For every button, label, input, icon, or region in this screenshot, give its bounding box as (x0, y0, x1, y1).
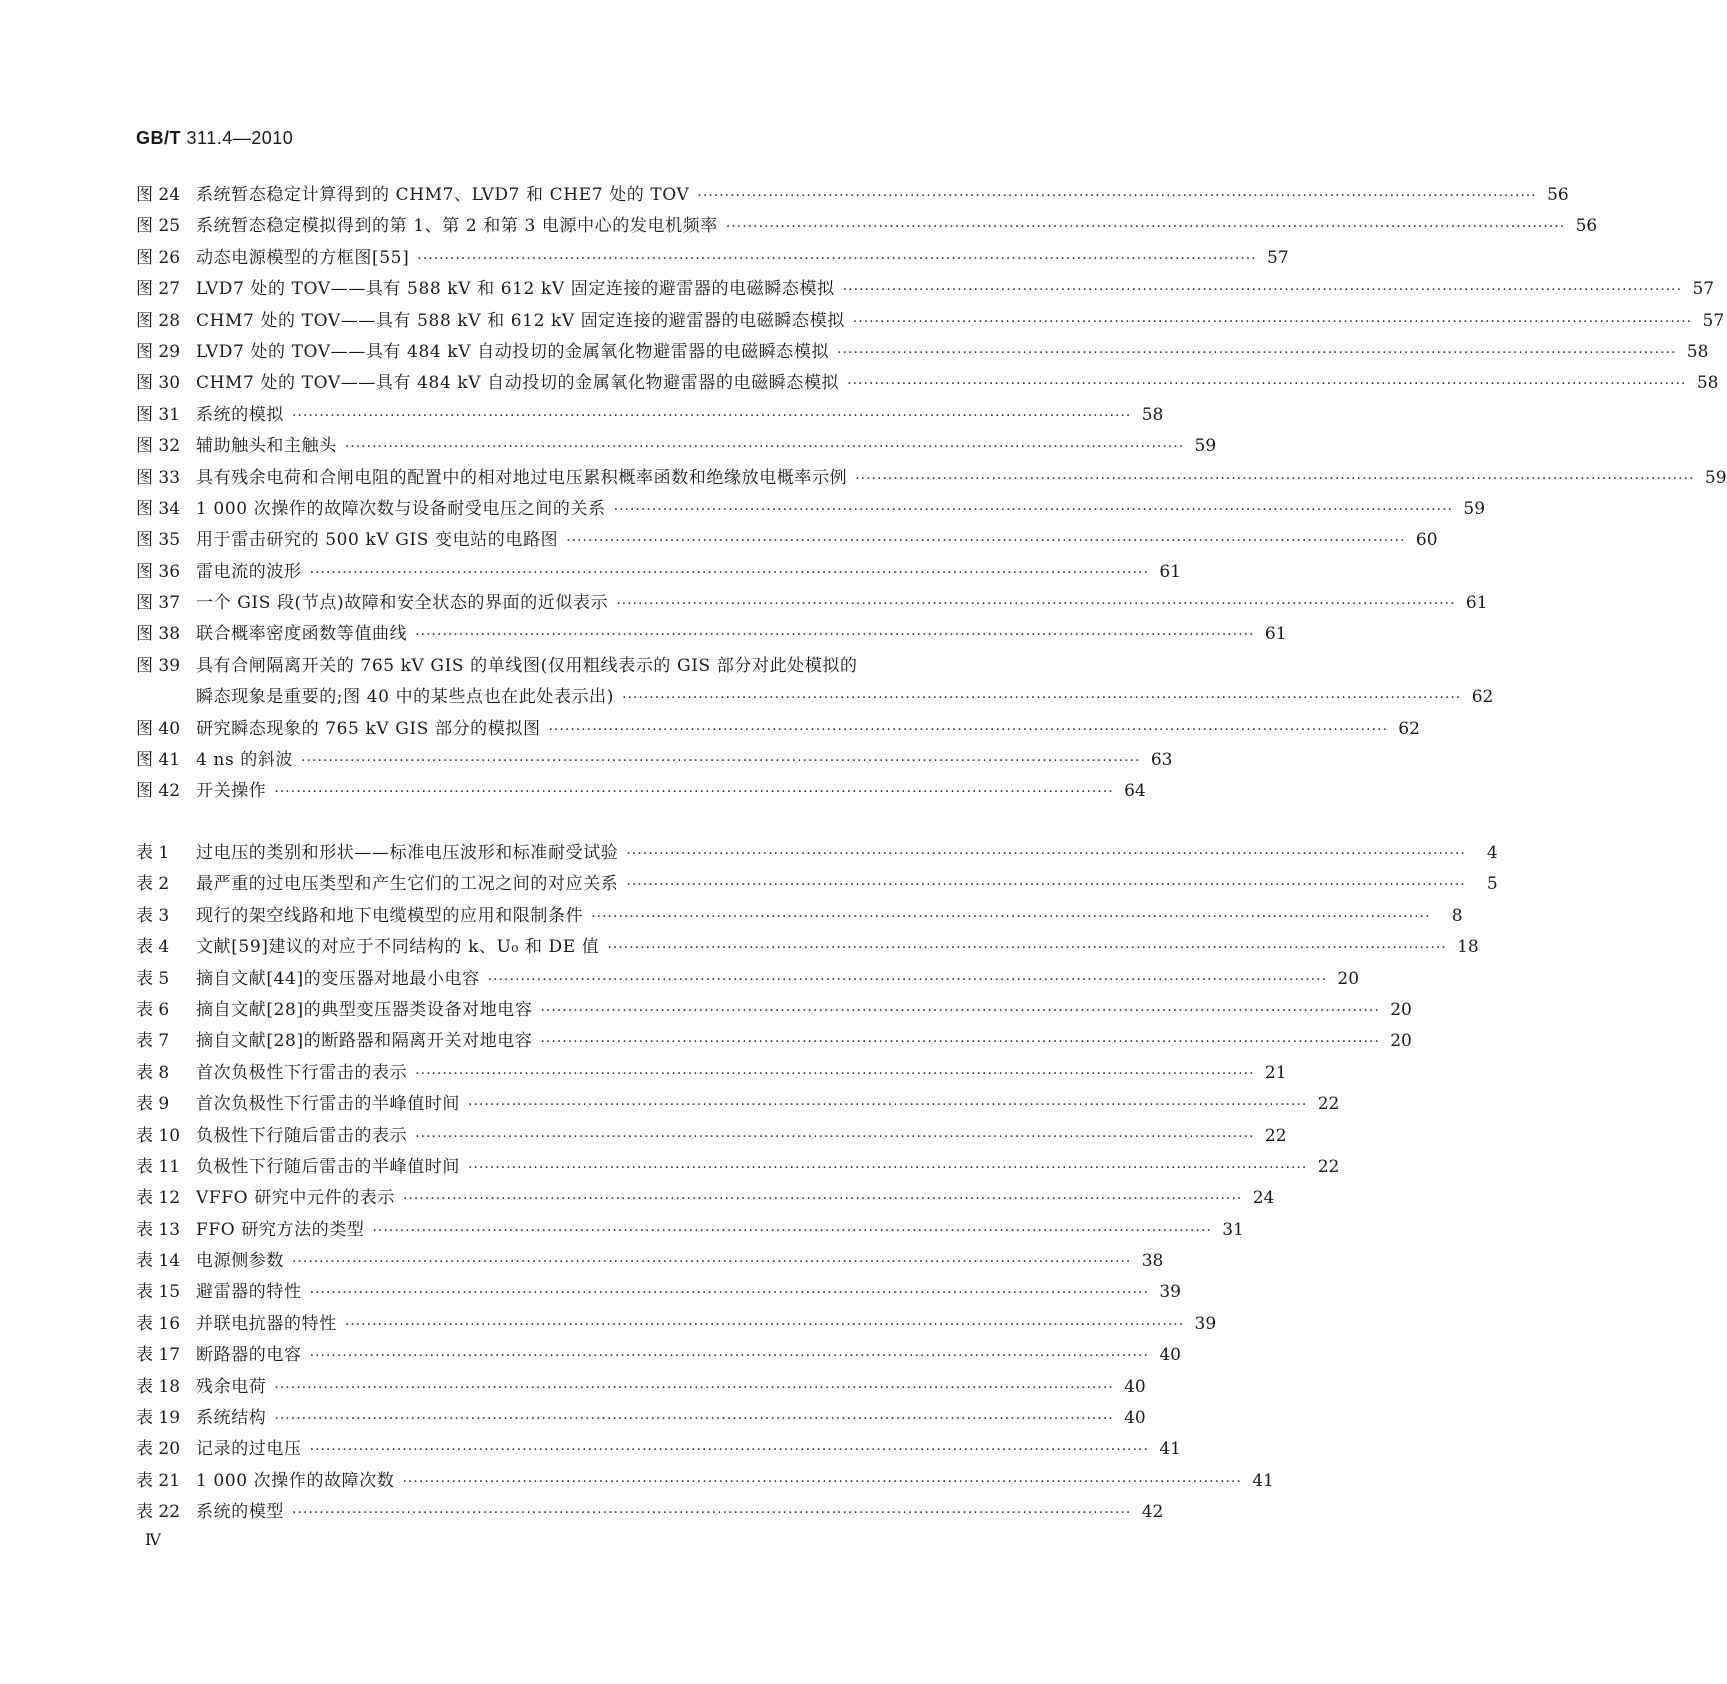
leader-dots (415, 1059, 1254, 1090)
entry-page-number: 58 (1141, 404, 1164, 425)
page-number: Ⅳ (145, 1530, 161, 1549)
entry-page-number: 20 (1390, 1031, 1412, 1052)
entry-page-number: 64 (1124, 781, 1146, 802)
leader-dots (373, 1216, 1212, 1247)
figure-toc-entry[interactable] (136, 337, 1709, 368)
entry-label: 图 35 (136, 530, 181, 551)
entry-label: 表 13 (136, 1219, 181, 1240)
figure-toc-entry[interactable] (136, 776, 1146, 807)
leader-dots (488, 965, 1327, 996)
entry-page-number: 61 (1264, 624, 1287, 645)
entry-label: 图 26 (136, 247, 181, 268)
figure-toc-entry[interactable] (136, 463, 1727, 494)
leader-dots (415, 1122, 1254, 1153)
table-toc-entry[interactable] (136, 1121, 1287, 1152)
entry-page-number: 56 (1547, 185, 1569, 205)
table-toc-entry[interactable] (136, 1434, 1181, 1465)
entry-title: 系统暂态稳定计算得到的 CHM7、LVD7 和 CHE7 处的 TOV (196, 185, 690, 205)
entry-label: 表 3 (136, 905, 170, 926)
entry-label: 表 7 (136, 1031, 170, 1052)
entry-page-number: 39 (1194, 1313, 1217, 1334)
leader-dots (549, 715, 1388, 746)
leader-dots (847, 369, 1686, 400)
entry-page-number: 38 (1141, 1251, 1164, 1272)
standard-number: 311.4—2010 (186, 128, 294, 148)
figure-toc-entry[interactable] (136, 274, 1715, 305)
figure-toc-entry[interactable] (136, 745, 1173, 776)
entry-page-number: 59 (1194, 436, 1217, 457)
entry-page-number: 22 (1317, 1156, 1340, 1177)
table-toc-entry[interactable] (136, 1183, 1275, 1214)
figure-toc-entry[interactable] (136, 180, 1569, 211)
entry-label: 表 12 (136, 1188, 181, 1209)
entry-label: 表 5 (136, 968, 170, 989)
figure-toc-entry[interactable] (136, 619, 1287, 650)
entry-label: 表 4 (136, 937, 170, 958)
entry-page-number: 39 (1159, 1282, 1181, 1303)
leader-dots (402, 1467, 1241, 1498)
entry-page-number: 22 (1264, 1125, 1287, 1146)
table-toc-entry[interactable] (136, 1246, 1164, 1277)
table-toc-entry[interactable] (136, 1340, 1181, 1371)
entry-label: 表 6 (136, 999, 170, 1020)
entry-label: 图 29 (136, 341, 181, 362)
entry-title: 断路器的电容 (196, 1345, 302, 1366)
entry-label: 图 32 (136, 436, 181, 457)
entry-page-number: 40 (1124, 1376, 1146, 1397)
entry-page-number: 61 (1159, 561, 1181, 582)
entry-page-number: 63 (1150, 750, 1173, 771)
figure-toc-entry-continuation[interactable] (136, 682, 1494, 713)
figure-toc-entry[interactable] (136, 306, 1725, 337)
table-toc-entry[interactable] (136, 901, 1463, 932)
table-toc-entry[interactable] (136, 1089, 1340, 1120)
leader-dots (345, 432, 1184, 463)
entry-title: 现行的架空线路和地下电缆模型的应用和限制条件 (196, 905, 584, 926)
leader-dots (697, 181, 1536, 212)
entry-label: 图 33 (136, 467, 181, 488)
leader-dots (403, 1184, 1242, 1215)
table-toc-entry[interactable] (136, 838, 1498, 869)
entry-title: 电源侧参数 (196, 1251, 284, 1272)
entry-title: 1 000 次操作的故障次数 (196, 1470, 395, 1491)
figure-toc-entry[interactable] (136, 494, 1486, 525)
entry-label: 表 1 (136, 843, 170, 863)
figure-toc-entry[interactable] (136, 557, 1181, 588)
table-toc-entry[interactable] (136, 869, 1498, 900)
entry-title: 避雷器的特性 (196, 1282, 302, 1303)
entry-page-number: 59 (1463, 498, 1486, 519)
entry-label: 图 42 (136, 781, 181, 802)
entry-label: 表 17 (136, 1345, 181, 1366)
figure-toc-entry[interactable] (136, 368, 1719, 399)
entry-label: 图 27 (136, 279, 181, 300)
entry-page-number: 42 (1141, 1502, 1164, 1523)
document-header (136, 128, 293, 149)
entry-title: 用于雷击研究的 500 kV GIS 变电站的电路图 (196, 530, 559, 551)
figure-toc-entry[interactable] (136, 243, 1289, 274)
table-toc-entry[interactable] (136, 1058, 1287, 1089)
entry-page-number: 24 (1252, 1188, 1275, 1209)
leader-dots (591, 902, 1430, 933)
leader-dots (855, 464, 1694, 495)
entry-label: 图 36 (136, 561, 181, 582)
figure-toc-entry[interactable] (136, 651, 1058, 682)
entry-page-number: 41 (1252, 1470, 1274, 1491)
entry-page-number: 57 (1267, 247, 1289, 268)
entry-label: 图 24 (136, 185, 181, 205)
entry-title: 具有合闸隔离开关的 765 kV GIS 的单线图(仅用粗线表示的 GIS 部分对此处模拟的 (196, 655, 858, 676)
entry-page-number: 4 (1486, 843, 1498, 863)
leader-dots (726, 212, 1565, 243)
entry-title: 首次负极性下行雷击的表示 (196, 1062, 408, 1083)
entry-label: 图 41 (136, 750, 181, 771)
leader-dots (274, 777, 1113, 808)
entry-label: 图 25 (136, 216, 181, 237)
leader-dots (310, 558, 1149, 589)
entry-title: VFFO 研究中元件的表示 (196, 1188, 396, 1209)
table-toc-entry[interactable] (136, 1309, 1217, 1340)
entry-page-number: 60 (1415, 530, 1438, 551)
entry-title: 摘自文献[44]的变压器对地最小电容 (196, 968, 480, 989)
leader-dots (274, 1373, 1113, 1404)
leader-dots (310, 1278, 1149, 1309)
table-toc-entry[interactable] (136, 995, 1412, 1026)
entry-label: 图 38 (136, 624, 181, 645)
tables-toc-list (136, 838, 1498, 1529)
entry-title: 具有残余电荷和合闸电阻的配置中的相对地过电压累积概率函数和绝缘放电概率示例 (196, 467, 848, 488)
entry-page-number: 61 (1465, 593, 1488, 614)
leader-dots (310, 1341, 1149, 1372)
entry-label: 表 19 (136, 1408, 181, 1429)
entry-label: 图 30 (136, 373, 181, 394)
entry-page-number: 58 (1696, 373, 1719, 394)
entry-label: 表 20 (136, 1439, 181, 1460)
figure-toc-entry[interactable] (136, 588, 1488, 619)
entry-label: 图 34 (136, 498, 181, 519)
entry-page-number: 31 (1222, 1219, 1244, 1240)
table-toc-entry[interactable] (136, 932, 1479, 963)
entry-label: 图 28 (136, 310, 181, 331)
entry-title: CHM7 处的 TOV——具有 484 kV 自动投切的金属氧化物避雷器的电磁瞬态模拟 (196, 373, 840, 394)
table-toc-entry[interactable] (136, 1497, 1164, 1528)
table-toc-entry[interactable] (136, 1403, 1146, 1434)
entry-title: 开关操作 (196, 781, 267, 802)
entry-label: 表 9 (136, 1094, 170, 1115)
entry-title: 最严重的过电压类型和产生它们的工况之间的对应关系 (196, 874, 619, 895)
entry-page-number: 56 (1575, 216, 1598, 237)
entry-label: 表 18 (136, 1376, 181, 1397)
table-toc-entry[interactable] (136, 1372, 1146, 1403)
leader-dots (853, 307, 1692, 338)
entry-label: 图 40 (136, 718, 181, 739)
entry-page-number: 40 (1124, 1408, 1146, 1429)
leader-dots (614, 495, 1453, 526)
entry-page-number: 21 (1264, 1062, 1287, 1083)
entry-title: 研究瞬态现象的 765 kV GIS 部分的模拟图 (196, 718, 541, 739)
entry-title: 动态电源模型的方框图[55] (196, 247, 410, 268)
entry-title: 辅助触头和主触头 (196, 436, 337, 457)
figure-toc-entry[interactable] (136, 400, 1164, 431)
leader-dots (616, 589, 1455, 620)
entry-page-number: 5 (1486, 874, 1498, 895)
leader-dots (292, 1498, 1131, 1529)
table-toc-entry[interactable] (136, 1215, 1244, 1246)
entry-label: 表 21 (136, 1470, 181, 1491)
entry-label: 表 2 (136, 874, 170, 895)
leader-dots (566, 526, 1405, 557)
entry-title: 系统的模型 (196, 1502, 284, 1523)
entry-title: 系统结构 (196, 1408, 267, 1429)
entry-page-number: 57 (1692, 279, 1715, 300)
entry-title: 雷电流的波形 (196, 561, 302, 582)
figure-toc-entry[interactable] (136, 431, 1217, 462)
entry-page-number: 8 (1451, 905, 1463, 926)
entry-title: 1 000 次操作的故障次数与设备耐受电压之间的关系 (196, 498, 606, 519)
leader-dots (310, 1435, 1149, 1466)
entry-title: 负极性下行随后雷击的表示 (196, 1125, 408, 1146)
entry-label: 表 10 (136, 1125, 181, 1146)
entry-title: 首次负极性下行雷击的半峰值时间 (196, 1094, 460, 1115)
leader-dots (837, 338, 1676, 369)
figure-toc-entry[interactable] (136, 525, 1438, 556)
entry-label: 表 22 (136, 1502, 181, 1523)
leader-dots (626, 839, 1465, 870)
table-toc-entry[interactable] (136, 1277, 1181, 1308)
leader-dots (843, 275, 1682, 306)
leader-dots (622, 683, 1461, 714)
entry-page-number: 41 (1159, 1439, 1181, 1460)
entry-page-number: 62 (1471, 687, 1494, 708)
leader-dots (345, 1310, 1184, 1341)
entry-label: 表 14 (136, 1251, 181, 1272)
entry-page-number: 20 (1337, 968, 1360, 989)
table-toc-entry[interactable] (136, 1026, 1412, 1057)
entry-label: 表 11 (136, 1156, 181, 1177)
entry-title: 摘自文献[28]的典型变压器类设备对地电容 (196, 999, 533, 1020)
entry-page-number: 22 (1317, 1094, 1340, 1115)
leader-dots (468, 1090, 1307, 1121)
entry-title: 一个 GIS 段(节点)故障和安全状态的界面的近似表示 (196, 593, 609, 614)
leader-dots (468, 1153, 1307, 1184)
figure-toc-entry[interactable] (136, 714, 1420, 745)
leader-dots (415, 620, 1254, 651)
entry-label: 图 31 (136, 404, 181, 425)
entry-label: 表 8 (136, 1062, 170, 1083)
leader-dots (541, 996, 1380, 1027)
entry-page-number: 20 (1390, 999, 1412, 1020)
figures-toc-list (136, 180, 1727, 808)
entry-label: 表 16 (136, 1313, 181, 1334)
table-toc-entry[interactable] (136, 1152, 1340, 1183)
leader-dots (274, 1404, 1113, 1435)
leader-dots (417, 244, 1256, 275)
entry-page-number: 18 (1457, 937, 1479, 958)
entry-label: 图 37 (136, 593, 181, 614)
standard-code: GB/T (136, 128, 181, 148)
entry-title: 文献[59]建议的对应于不同结构的 k、U₀ 和 DE 值 (196, 937, 600, 958)
entry-title: 残余电荷 (196, 1376, 267, 1397)
entry-title: 联合概率密度函数等值曲线 (196, 624, 408, 645)
entry-title: 4 ns 的斜波 (196, 750, 294, 771)
figure-toc-entry[interactable] (136, 211, 1598, 242)
leader-dots (607, 933, 1446, 964)
leader-dots (301, 746, 1140, 777)
leader-dots (292, 1247, 1131, 1278)
entry-title: 记录的过电压 (196, 1439, 302, 1460)
leader-dots (626, 870, 1465, 901)
entry-title: 负极性下行随后雷击的半峰值时间 (196, 1156, 460, 1177)
entry-page-number: 58 (1686, 341, 1709, 362)
entry-title: CHM7 处的 TOV——具有 588 kV 和 612 kV 固定连接的避雷器的电磁瞬态模拟 (196, 310, 845, 331)
entry-title-continuation: 瞬态现象是重要的;图 40 中的某些点也在此处表示出) (196, 687, 614, 708)
entry-title: 过电压的类别和形状——标准电压波形和标准耐受试验 (196, 843, 619, 863)
entry-title: LVD7 处的 TOV——具有 588 kV 和 612 kV 固定连接的避雷器的电磁瞬态模拟 (196, 279, 835, 300)
entry-page-number: 59 (1704, 467, 1727, 488)
entry-title: FFO 研究方法的类型 (196, 1219, 365, 1240)
entry-title: LVD7 处的 TOV——具有 484 kV 自动投切的金属氧化物避雷器的电磁瞬态模拟 (196, 341, 830, 362)
entry-label: 表 15 (136, 1282, 181, 1303)
table-toc-entry[interactable] (136, 1466, 1274, 1497)
entry-title: 摘自文献[28]的断路器和隔离开关对地电容 (196, 1031, 533, 1052)
entry-label: 图 39 (136, 655, 181, 676)
entry-title: 并联电抗器的特性 (196, 1313, 337, 1334)
leader-dots (541, 1027, 1380, 1058)
leader-dots (292, 401, 1131, 432)
entry-title: 系统的模拟 (196, 404, 284, 425)
entry-page-number: 62 (1398, 718, 1420, 739)
entry-title: 系统暂态稳定模拟得到的第 1、第 2 和第 3 电源中心的发电机频率 (196, 216, 718, 237)
entry-page-number: 57 (1702, 310, 1725, 331)
table-toc-entry[interactable] (136, 964, 1360, 995)
entry-page-number: 40 (1159, 1345, 1181, 1366)
